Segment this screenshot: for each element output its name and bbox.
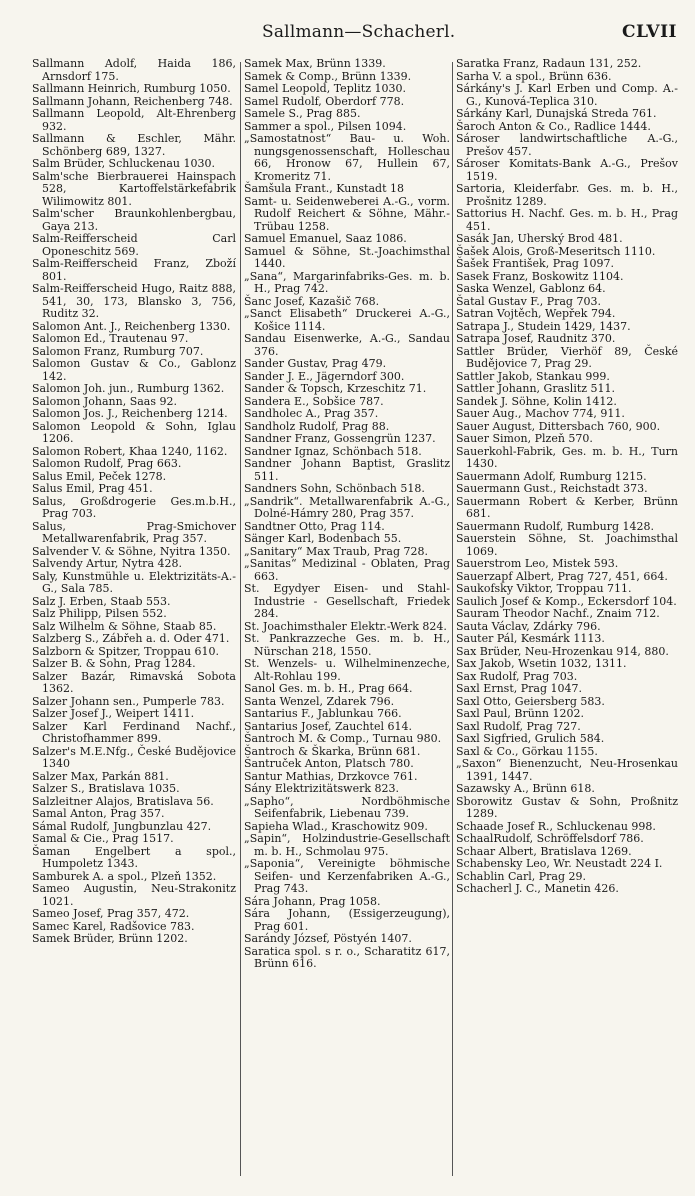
- directory-entry: Sax Jakob, Wsetin 1032, 1311.: [456, 657, 627, 670]
- directory-entry: Salzer Johann sen., Pumperle 783.: [32, 694, 225, 708]
- directory-entry: Sander Gustav, Prag 479.: [244, 357, 387, 370]
- directory-entry: „Sana“, Margarinfabriks-Ges. m. b. H., Prag 742.: [244, 269, 450, 295]
- directory-entry: Salomon Robert, Khaa 1240, 1162.: [32, 444, 228, 458]
- directory-entry: Šantroch & Škarka, Brünn 681.: [244, 744, 421, 758]
- directory-entry: Salz Wilhelm & Söhne, Staab 85.: [32, 619, 217, 633]
- directory-entry: Sandau Eisenwerke, A.-G., Sandau 376.: [244, 332, 450, 358]
- directory-entry: Salomon Leopold & Sohn, Iglau 1206.: [32, 419, 236, 445]
- directory-entry: Salus Emil, Peček 1278.: [32, 469, 167, 483]
- directory-entry: Šantroch M. & Comp., Turnau 980.: [244, 732, 442, 745]
- directory-entry: „Sandrik“. Metallwarenfabrik A.-G., Dolné-Hámry 280, Prag 357.: [244, 494, 450, 520]
- directory-entry: Sára Johann, Prag 1058.: [244, 894, 381, 908]
- directory-entry: Samal Anton, Prag 357.: [32, 807, 165, 820]
- directory-entry: Sattorius H. Nachf. Ges. m. b. H., Prag 451.: [456, 207, 678, 233]
- directory-entry: Sauter Pál, Kesmárk 1113.: [456, 632, 605, 645]
- directory-entry: Santur Mathias, Drzkovce 761.: [244, 769, 418, 783]
- directory-entry: Schaar Albert, Bratislava 1269.: [456, 844, 632, 858]
- directory-entry: Sauer Simon, Plzeň 570.: [456, 432, 593, 445]
- directory-entry: Salzer Josef J., Weipert 1411.: [32, 707, 195, 720]
- directory-entry: Salomon Rudolf, Prag 663.: [32, 457, 182, 470]
- directory-entry: Sauermann Rudolf, Rumburg 1428.: [456, 519, 655, 533]
- directory-entry: Sallmann & Eschler, Mähr. Schönberg 689, 1327.: [32, 132, 236, 158]
- directory-entry: Sandek J. Söhne, Kolin 1412.: [456, 394, 617, 408]
- directory-column-2: [244, 58, 450, 1176]
- directory-entry: Satrapa Josef, Raudnitz 370.: [456, 332, 616, 345]
- directory-entry: Sauram Theodor Nachf., Znaim 712.: [456, 607, 660, 620]
- directory-entry: Šašek František, Prag 1097.: [456, 257, 614, 270]
- directory-entry: Salm-Reifferscheid Hugo, Raitz 888, 541, 30, 173, Blansko 3, 756, Ruditz 32.: [32, 282, 236, 320]
- directory-entry: Salzer B. & Sohn, Prag 1284.: [32, 657, 196, 670]
- directory-entry: Sauerstrom Leo, Mistek 593.: [456, 557, 619, 570]
- directory-entry: Salm'scher Braunkohlenbergbau, Gaya 213.: [32, 207, 236, 233]
- directory-entry: Sazawsky A., Brünn 618.: [456, 782, 595, 795]
- directory-entry: Salzer Max, Parkán 881.: [32, 769, 169, 783]
- directory-entry: Sattler Jakob, Stankau 999.: [456, 369, 610, 383]
- directory-entry: Salus Emil, Prag 451.: [32, 482, 153, 495]
- directory-entry: Salm-Reifferscheid Franz, Zboží 801.: [32, 257, 236, 283]
- directory-entry: „Saxon“ Bienenzucht, Neu-Hrosenkau 1391, 1447.: [456, 757, 678, 783]
- directory-entry: Sallmann Leopold, Alt-Ehrenberg 932.: [32, 107, 236, 133]
- directory-entry: Salus, Prag-Smichover Metallwarenfabrik, Prag 357.: [32, 519, 236, 545]
- directory-entry: Saxl Ernst, Prag 1047.: [456, 682, 582, 695]
- directory-entry: Salm Brüder, Schluckenau 1030.: [32, 157, 215, 170]
- directory-entry: Sanol Ges. m. b. H., Prag 664.: [244, 682, 413, 695]
- directory-entry: Sauer Aug., Machov 774, 911.: [456, 407, 625, 420]
- directory-entry: Saukofsky Viktor, Troppau 711.: [456, 582, 632, 595]
- directory-entry: Saxl Rudolf, Prag 727.: [456, 719, 581, 733]
- directory-entry: „Sanitas“ Medizinal - Oblaten, Prag 663.: [244, 557, 450, 583]
- directory-entry: Sandners Sohn, Schönbach 518.: [244, 482, 425, 495]
- directory-entry: Sauta Václav, Zdárky 796.: [456, 619, 601, 633]
- directory-entry: Salzer Bazár, Rimavská Sobota 1362.: [32, 669, 236, 695]
- directory-entry: Sartoria, Kleiderfabr. Ges. m. b. H., Prošnitz 1289.: [456, 182, 678, 208]
- directory-entry: „Sapin“, Holzindustrie-Gesellschaft m. b. H., Schmolau 975.: [244, 832, 450, 858]
- directory-entry: Sax Brüder, Neu-Hrozenkau 914, 880.: [456, 644, 669, 658]
- directory-entry: Saxl Paul, Brünn 1202.: [456, 707, 584, 720]
- directory-entry: Sapieha Wlad., Kraschowitz 909.: [244, 819, 428, 833]
- directory-entry: Salzer's M.E.Nfg., České Budějovice 1340: [32, 744, 236, 770]
- directory-entry: Sallmann Adolf, Haida 186, Arnsdorf 175.: [32, 58, 236, 83]
- directory-entry: Samt- u. Seidenweberei A.-G., vorm. Rudolf Reichert & Söhne, Mähr.-Trübau 1258.: [244, 194, 450, 233]
- directory-entry: Salm-Reifferscheid Carl Oponeschitz 569.: [32, 232, 236, 258]
- directory-entry: Šatal Gustav F., Prag 703.: [456, 294, 601, 308]
- directory-entry: Sallmann Heinrich, Rumburg 1050.: [32, 82, 231, 95]
- directory-entry: Salzer Karl Ferdinand Nachf., Christofhammer 899.: [32, 719, 236, 745]
- directory-entry: Sandner Johann Baptist, Graslitz 511.: [244, 457, 450, 483]
- directory-entry: Santarius F., Jablunkau 766.: [244, 707, 402, 720]
- directory-entry: Santa Wenzel, Zdarek 796.: [244, 694, 395, 708]
- directory-entry: Saulich Josef & Komp., Eckersdorf 104.: [456, 594, 677, 608]
- directory-column-1: [32, 58, 236, 1176]
- directory-entry: Samele S., Prag 885.: [244, 107, 361, 120]
- directory-entry: Salz J. Erben, Staab 553.: [32, 594, 171, 608]
- directory-entry: Schabensky Leo, Wr. Neustadt 224 I.: [456, 857, 663, 870]
- directory-entry: „Saponia“, Vereinigte böhmische Seifen- und Kerzenfabriken A.-G., Prag 743.: [244, 857, 450, 895]
- directory-entry: Sároser landwirtschaftliche A.-G., Prešov 457.: [456, 132, 678, 158]
- directory-entry: Salomon Gustav & Co., Gablonz 142.: [32, 357, 236, 383]
- directory-entry: Salus, Großdrogerie Ges.m.b.H., Prag 703.: [32, 494, 236, 520]
- directory-column-3: [456, 58, 678, 1176]
- directory-entry: SchaalRudolf, Schröffelsdorf 786.: [456, 832, 644, 845]
- directory-entry: Sauerkohl-Fabrik, Ges. m. b. H., Turn 1430.: [456, 444, 678, 470]
- directory-entry: Salm'sche Bierbrauerei Hainspach 528, Kartoffelstärkefabrik Wilimowitz 801.: [32, 169, 236, 208]
- directory-entry: Samec Karel, Radšovice 783.: [32, 919, 195, 933]
- directory-entry: Sauer August, Dittersbach 760, 900.: [456, 419, 661, 433]
- directory-entry: Samek Brüder, Brünn 1202.: [32, 932, 188, 945]
- directory-entry: Salvender V. & Söhne, Nyitra 1350.: [32, 544, 231, 558]
- directory-entry: Sauerstein Söhne, St. Joachimsthal 1069.: [456, 532, 678, 558]
- directory-entry: „Sanitary“ Max Traub, Prag 728.: [244, 544, 429, 558]
- directory-entry: Sandner Franz, Gossengrün 1237.: [244, 432, 436, 445]
- directory-entry: Satran Vojtěch, Wepřek 794.: [456, 307, 616, 320]
- directory-entry: Sandtner Otto, Prag 114.: [244, 519, 385, 533]
- directory-entry: Salomon Franz, Rumburg 707.: [32, 344, 204, 358]
- directory-entry: Sárkány Karl, Dunajská Streda 761.: [456, 107, 657, 120]
- directory-entry: Salzer S., Bratislava 1035.: [32, 782, 180, 795]
- directory-entry: Sány Elektrizitätswerk 823.: [244, 782, 400, 795]
- directory-entry: Sandholz Rudolf, Prag 88.: [244, 419, 390, 433]
- directory-entry: „Samostatnost“ Bau- u. Woh. nungsgenossenschaft, Holleschau 66, Hronow 67, Hullein 67, Kromeritz 71.: [244, 132, 450, 183]
- directory-entry: Saratka Franz, Radaun 131, 252.: [456, 58, 642, 70]
- directory-entry: Sallmann Johann, Reichenberg 748.: [32, 94, 233, 108]
- directory-entry: Salvendy Artur, Nytra 428.: [32, 557, 182, 570]
- directory-entry: Sauermann Robert & Kerber, Brünn 681.: [456, 494, 678, 520]
- directory-entry: Sattler Brüder, Vierhöf 89, České Budějovice 7, Prag 29.: [456, 344, 678, 370]
- directory-entry: Sander J. E., Jägerndorf 300.: [244, 369, 405, 383]
- directory-entry: Sattler Johann, Graslitz 511.: [456, 382, 616, 395]
- directory-entry: Samal & Cie., Prag 1517.: [32, 832, 174, 845]
- directory-entry: Schacherl J. C., Manetin 426.: [456, 882, 619, 895]
- directory-entry: Salomon Ed., Trautenau 97.: [32, 332, 189, 345]
- directory-entry: Sámal Rudolf, Jungbunzlau 427.: [32, 819, 212, 833]
- column-rule-left: [240, 62, 241, 1176]
- directory-entry: Saly, Kunstmühle u. Elektrizitäts-A.-G., Sala 785.: [32, 569, 236, 595]
- directory-entry: Šanc Josef, Kazašič 768.: [244, 294, 380, 308]
- directory-entry: Schablin Carl, Prag 29.: [456, 869, 586, 883]
- directory-entry: St. Wenzels- u. Wilhelminenzeche, Alt-Rohlau 199.: [244, 657, 450, 683]
- directory-entry: Šamšula Frant., Kunstadt 18: [244, 182, 404, 195]
- directory-entry: Satrapa J., Studein 1429, 1437.: [456, 319, 631, 333]
- directory-entry: Sasák Jan, Uherský Brod 481.: [456, 232, 623, 245]
- directory-entry: Sároser Komitats-Bank A.-G., Prešov 1519.: [456, 157, 678, 183]
- directory-entry: Sandholec A., Prag 357.: [244, 407, 379, 420]
- directory-entry: Salomon Ant. J., Reichenberg 1330.: [32, 319, 231, 333]
- directory-entry: Saxl & Co., Görkau 1155.: [456, 744, 598, 758]
- directory-entry: Sammer a spol., Pilsen 1094.: [244, 119, 407, 133]
- directory-entry: St. Egydyer Eisen- und Stahl-Industrie - Gesellschaft, Friedek 284.: [244, 582, 450, 620]
- directory-entry: Salomon Jos. J., Reichenberg 1214.: [32, 407, 228, 420]
- directory-entry: Saratica spol. s r. o., Scharatitz 617, Brünn 616.: [244, 944, 450, 970]
- directory-entry: Salz Philipp, Pilsen 552.: [32, 607, 167, 620]
- directory-entry: Sára Johann, (Essigerzeugung), Prag 601.: [244, 907, 450, 933]
- directory-entry: Sameo Augustin, Neu-Strakonitz 1021.: [32, 882, 236, 908]
- directory-entry: Sauermann Gust., Reichstadt 373.: [456, 482, 648, 495]
- directory-entry: Sauermann Adolf, Rumburg 1215.: [456, 469, 647, 483]
- directory-entry: Samuel Emanuel, Saaz 1086.: [244, 232, 407, 245]
- directory-entry: Samuel & Söhne, St.-Joachimsthal 1440.: [244, 244, 450, 270]
- directory-entry: Sandera E., Sobšice 787.: [244, 394, 384, 408]
- directory-entry: Sandner Ignaz, Schönbach 518.: [244, 444, 422, 458]
- column-rule-right: [452, 62, 453, 1176]
- directory-entry: Samek Max, Brünn 1339.: [244, 58, 386, 70]
- directory-entry: Samel Rudolf, Oberdorf 778.: [244, 94, 405, 108]
- page-number: CLVII: [621, 22, 677, 42]
- running-title: Sallmann—Schacherl.: [262, 22, 456, 42]
- directory-entry: Saska Wenzel, Gablonz 64.: [456, 282, 606, 295]
- directory-entry: Salzborn & Spitzer, Troppau 610.: [32, 644, 219, 658]
- directory-entry: Sasek Franz, Boskowitz 1104.: [456, 269, 624, 283]
- directory-entry: Samel Leopold, Teplitz 1030.: [244, 82, 406, 95]
- directory-entry: Šaman Engelbert a spol., Humpoletz 1343.: [32, 844, 236, 870]
- directory-entry: Sborowitz Gustav & Sohn, Proßnitz 1289.: [456, 794, 678, 820]
- directory-entry: Sarha V. a spol., Brünn 636.: [456, 69, 612, 83]
- directory-entry: Šašek Alois, Groß-Meseritsch 1110.: [456, 244, 656, 258]
- directory-entry: Sax Rudolf, Prag 703.: [456, 669, 578, 683]
- directory-entry: St. Joachimsthaler Elektr.-Werk 824.: [244, 619, 447, 633]
- directory-entry: „Sapho“, Nordböhmische Seifenfabrik, Liebenau 739.: [244, 794, 450, 820]
- directory-entry: Salzberg S., Zábřeh a. d. Oder 471.: [32, 632, 230, 645]
- directory-entry: Samek & Comp., Brünn 1339.: [244, 69, 412, 83]
- page-header: [0, 22, 695, 46]
- directory-entry: Santarius Josef, Zauchtel 614.: [244, 719, 412, 733]
- directory-entry: Sauerzapf Albert, Prag 727, 451, 664.: [456, 569, 668, 583]
- directory-entry: Šaroch Anton & Co., Radlice 1444.: [456, 119, 651, 133]
- directory-entry: Sameo Josef, Prag 357, 472.: [32, 907, 190, 920]
- directory-entry: Salomon Joh. jun., Rumburg 1362.: [32, 382, 225, 395]
- directory-entry: Salomon Johann, Saas 92.: [32, 394, 177, 408]
- directory-entry: Schaade Josef R., Schluckenau 998.: [456, 819, 656, 833]
- directory-entry: Saxl Sigfried, Grulich 584.: [456, 732, 605, 745]
- directory-entry: St. Pankrazzeche Ges. m. b. H., Nürschan 218, 1550.: [244, 632, 450, 658]
- directory-entry: Salzleitner Alajos, Bratislava 56.: [32, 794, 214, 808]
- directory-entry: Šantruček Anton, Platsch 780.: [244, 757, 414, 770]
- directory-entry: Saxl Otto, Geiersberg 583.: [456, 694, 605, 708]
- directory-entry: Sárkány's J. Karl Erben und Comp. A.-G., Kunová-Teplica 310.: [456, 82, 678, 108]
- directory-entry: Sander & Topsch, Krzeschitz 71.: [244, 382, 427, 395]
- directory-entry: Sarándy József, Pöstyén 1407.: [244, 932, 412, 945]
- directory-entry: „Sanct Elisabeth“ Druckerei A.-G., Košice 1114.: [244, 307, 450, 333]
- directory-entry: Samburek A. a spol., Plzeň 1352.: [32, 869, 217, 883]
- directory-entry: Sänger Karl, Bodenbach 55.: [244, 532, 402, 545]
